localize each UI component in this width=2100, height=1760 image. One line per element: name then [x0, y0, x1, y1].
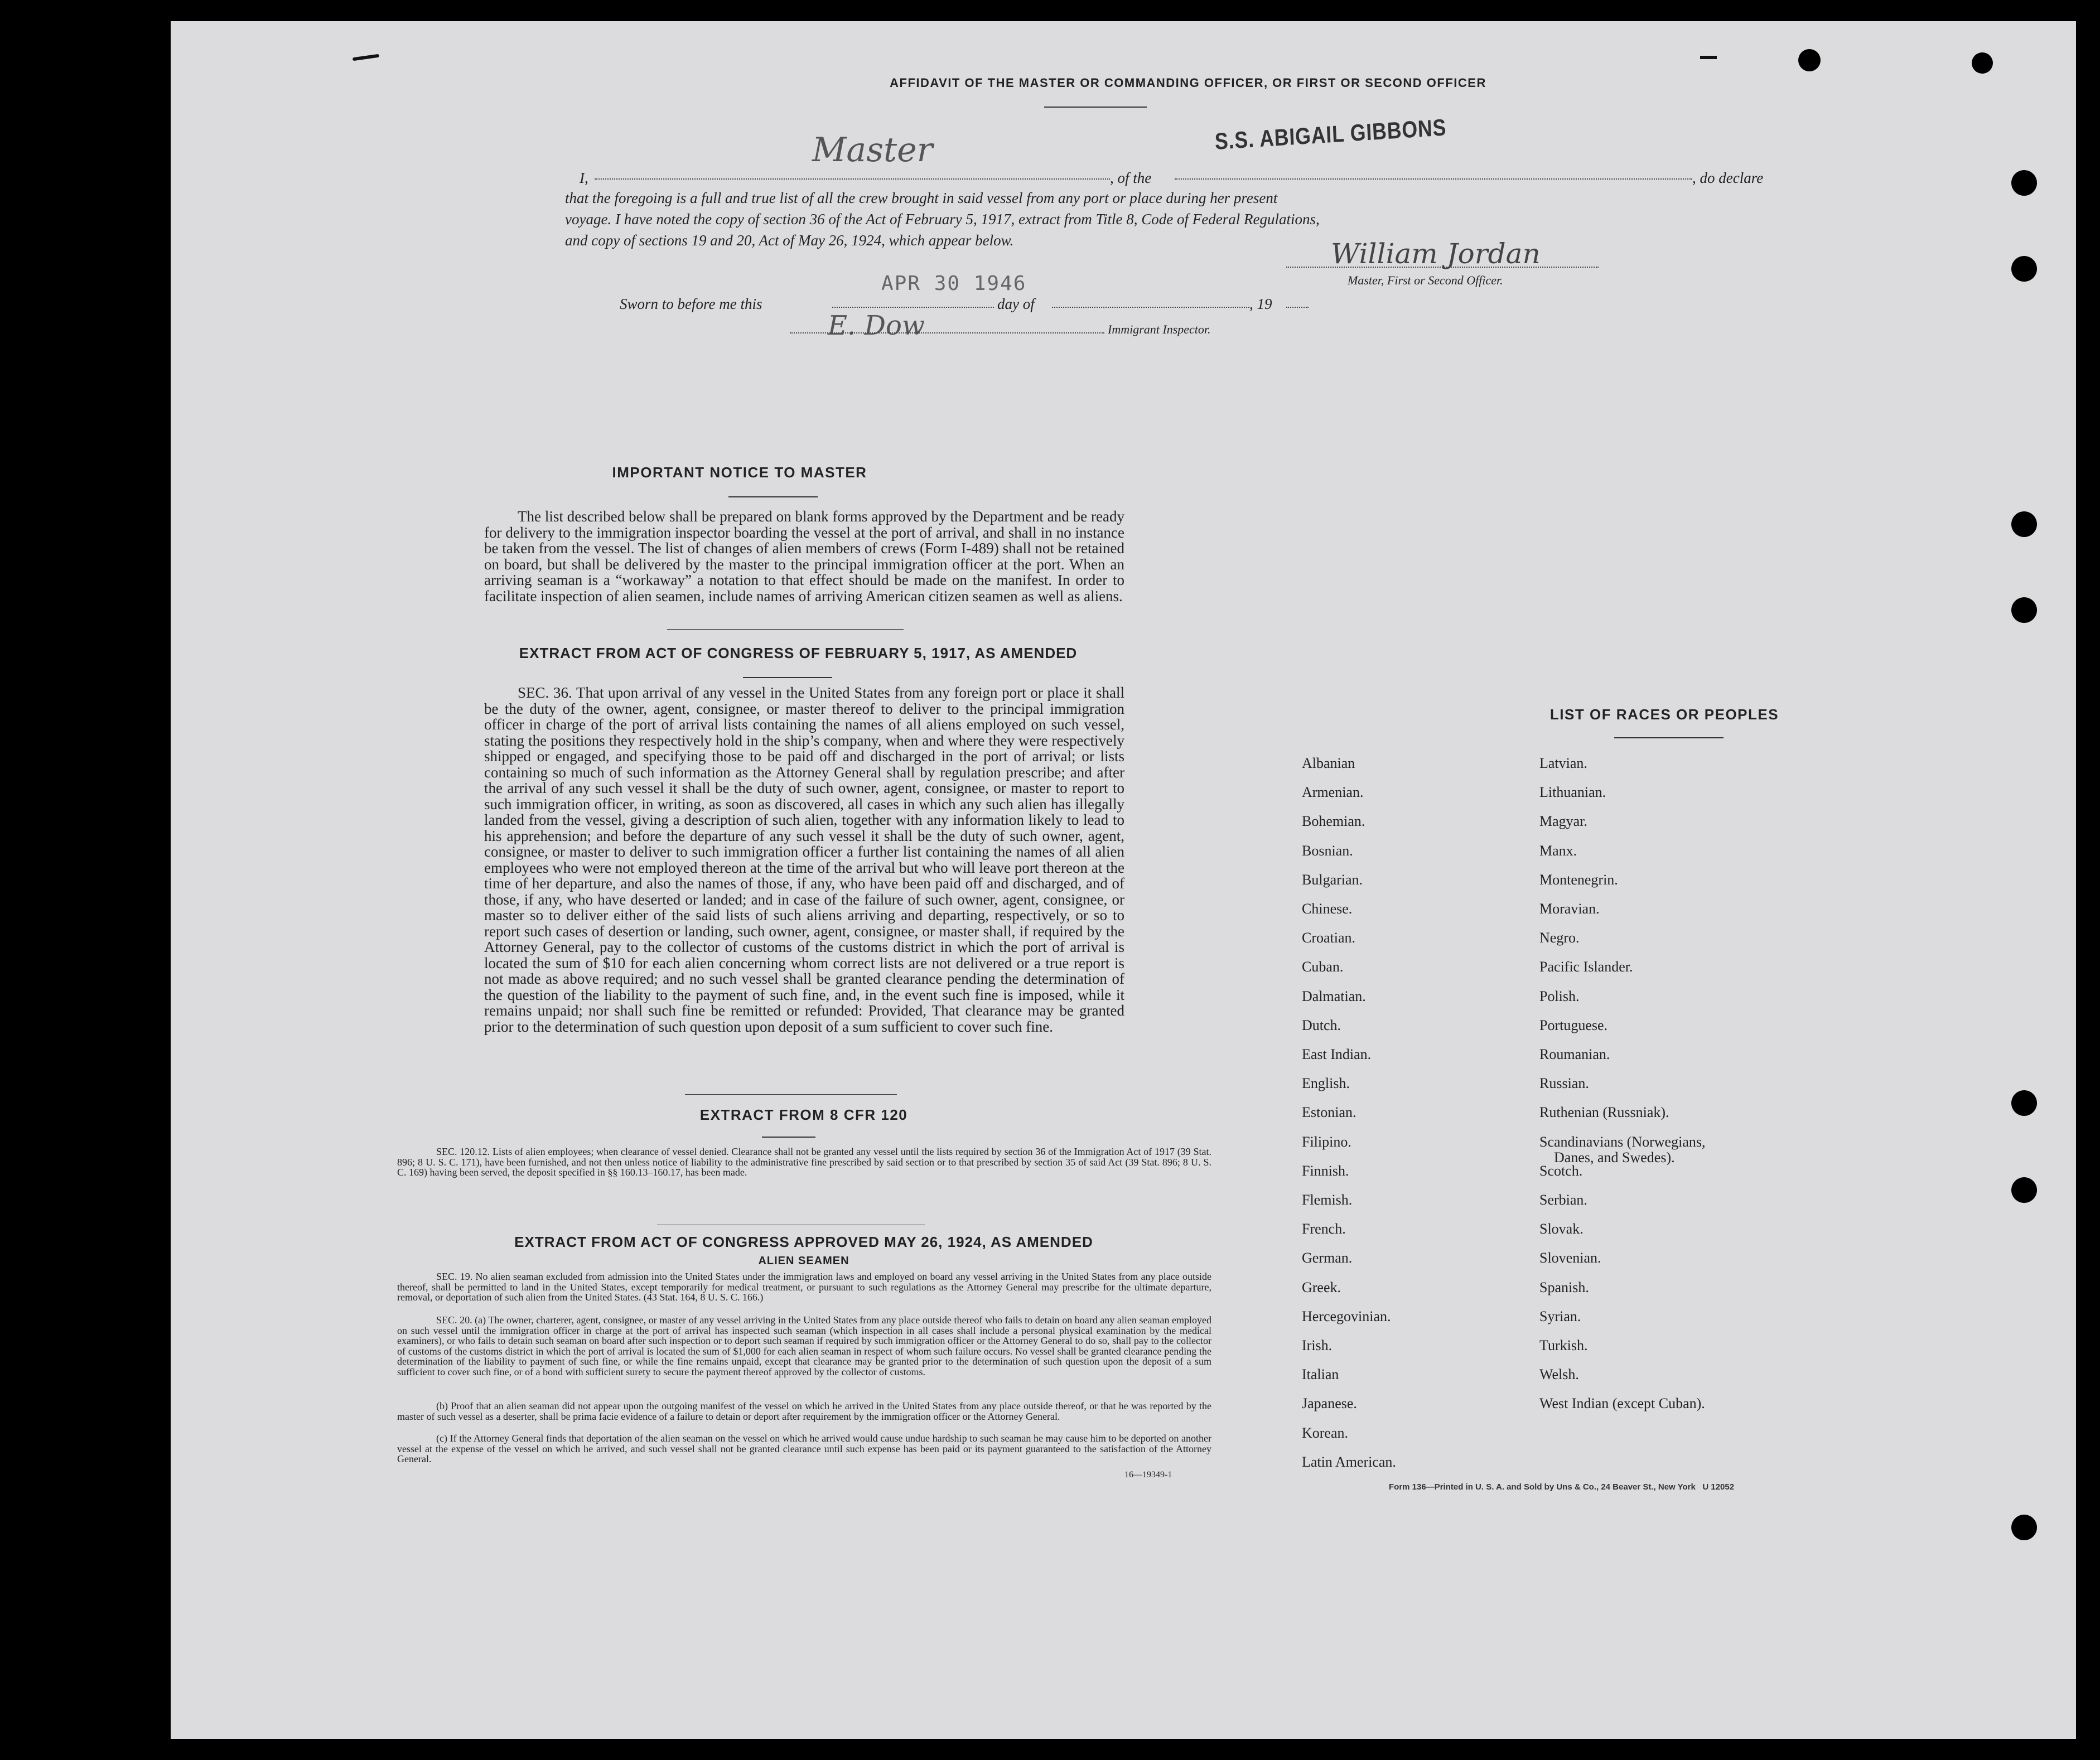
punch-hole: [2011, 170, 2037, 196]
punch-hole: [2011, 1515, 2037, 1540]
punch-hole: [2011, 511, 2037, 537]
month-blank: [1052, 293, 1249, 308]
document-page: [171, 21, 2076, 1739]
race-item: Flemish.: [1302, 1192, 1353, 1208]
vessel-blank: [1175, 165, 1692, 180]
punch-hole: [2011, 256, 2037, 282]
extract-1917-bottom-rule: [685, 1094, 897, 1095]
race-item: Magyar.: [1539, 813, 1587, 830]
race-item: East Indian.: [1302, 1046, 1372, 1062]
race-item: Bulgarian.: [1302, 871, 1363, 888]
race-item: Japanese.: [1302, 1395, 1357, 1412]
race-item: Slovenian.: [1539, 1250, 1601, 1266]
extract-1924-sec20a: SEC. 20. (a) The owner, charterer, agent, consignee, or master of any vessel arriving in the United States from any place outside thereof who fails to detain on board any alien seaman employed on such vessel until the immigration officer in charge at the port of arrival has inspected such seaman (which inspection in all cases shall include a personal physical examination by the medical examiners), or who fails to detain such seaman on board after such inspection or to deport such seaman if required by such immigration officer or the Attorney General to do so, shall pay to the collector of customs of the customs district in which the port of arrival is located the sum of $1,000 for each alien seaman in respect of whom such failure occurs. No vessel shall be granted clearance pending the determination of the liability to payment of such fine, or while the fine remains unpaid, except that clearance may be granted prior to the determination of such question upon the deposit of a sum sufficient to cover such fine, or of a bond with sufficient surety to secure the payment thereof approved by the collector of customs.: [397, 1314, 1211, 1377]
sworn-label: Sworn to before me this: [620, 296, 762, 312]
race-item: German.: [1302, 1250, 1353, 1266]
vessel-stamp: S.S. ABIGAIL GIBBONS: [1214, 114, 1447, 154]
race-item: Danes, and Swedes).: [1554, 1149, 1675, 1166]
extract-1917-heading: EXTRACT FROM ACT OF CONGRESS OF FEBRUARY 5, 1917, AS AMENDED: [519, 645, 1078, 661]
race-item: Cuban.: [1302, 959, 1344, 975]
race-item: Dalmatian.: [1302, 988, 1366, 1004]
race-item: Armenian.: [1302, 784, 1364, 801]
inspector-blank: [790, 327, 1104, 333]
master-signature: William Jordan: [1331, 238, 1541, 270]
race-item: Chinese.: [1302, 901, 1353, 917]
races-heading: LIST OF RACES OR PEOPLES: [1549, 706, 1779, 723]
race-item: Bosnian.: [1302, 842, 1353, 859]
race-item: Slovak.: [1539, 1221, 1584, 1237]
race-item: Lithuanian.: [1539, 784, 1606, 801]
race-item: Pacific Islander.: [1539, 959, 1633, 975]
race-item: Welsh.: [1539, 1366, 1579, 1383]
race-item: Latvian.: [1539, 755, 1587, 771]
race-item: Ruthenian (Russniak).: [1539, 1104, 1669, 1121]
day-blank: [832, 293, 994, 308]
notice-rule: [728, 496, 818, 497]
race-item: Greek.: [1302, 1279, 1341, 1295]
notice-heading: IMPORTANT NOTICE TO MASTER: [612, 464, 867, 481]
race-item: Manx.: [1539, 842, 1577, 859]
race-item: Finnish.: [1302, 1162, 1349, 1179]
extract-1917-text: SEC. 36. That upon arrival of any vessel in the United States from any foreign port or place it shall be the duty of the owner, agent, consignee, or master thereof to deliver to the principal immigration officer in charge of the port of arrival lists containing the names of all aliens employed on such vessel, stating the positions they respectively hold in the ship’s company, when and where they were respectively shipped or engaged, and specifying those to be paid off and discharged in the port of arrival; or lists containing so much of such information as the Attorney General shall by regulation prescribe; and after the arrival of any such vessel it shall be the duty of such owner, agent, consignee, or master to report to such immigration officer, in writing, as soon as discovered, all cases in which any such alien has illegally landed from the vessel, giving a description of such alien, together with any information likely to lead to his apprehension; and before the departure of any such vessel it shall be the duty of such owner, agent, consignee, or master to deliver to such immigration officer a further list containing the names of all alien employees who were not employed thereon at the time of the arrival but who will leave port thereon at the time of her departure, and also the names of those, if any, who have been paid off and discharged, and of those, if any, who have deserted or landed; and in case of the failure of such owner, agent, consignee, or master so to deliver either of the said lists of such aliens arriving and departing, respectively, or so to report such cases of desertion or landing, such owner, agent, consignee, or master shall, if required by the Attorney General, pay to the collector of customs of the customs district in which the port of arrival is located the sum of $10 for each alien concerning whom correct lists are not delivered or a true report is not made as above required; and no such vessel shall be granted clearance pending the determination of the question of the liability to the payment of such fine, and, in the event such fine is imposed, while it remains unpaid; nor shall such fine be remitted or refunded: Provided, That clearance may be granted prior to the determination of such question upon deposit of a sum sufficient to cover such fine.: [484, 684, 1124, 1035]
extract-1917-rule: [743, 677, 832, 678]
footer-print-line: Form 136—Printed in U. S. A. and Sold by Uns & Co., 24 Beaver St., New York U 12052: [1389, 1482, 1735, 1492]
race-item: Korean.: [1302, 1424, 1349, 1441]
extract-cfr-text: SEC. 120.12. Lists of alien employees; when clearance of vessel denied. Clearance shall not be granted any vessel until the lists required by section 36 of the Immigration Act of 1917 (39 Stat. 896; 8 U. S. C. 171), have been furnished, and not then unless notice of liability to the administrative fine prescribed by said section or to that prescribed by section 35 of said Act (39 Stat. 896; 8 U. S. C. 169) having been served, the deposit specified in §§ 160.13–160.17, has been made.: [397, 1146, 1211, 1178]
race-item: Hercegovinian.: [1302, 1308, 1391, 1324]
punch-hole: [1972, 52, 1993, 74]
race-item: Moravian.: [1539, 901, 1600, 917]
scan-speck: [1700, 56, 1717, 59]
affidavit-title: AFFIDAVIT OF THE MASTER OR COMMANDING OFFICER, OR FIRST OR SECOND OFFICER: [890, 76, 1486, 90]
race-item: Bohemian.: [1302, 813, 1365, 830]
alien-seamen-subheading: ALIEN SEAMEN: [758, 1255, 849, 1267]
race-item: Scotch.: [1539, 1162, 1583, 1179]
race-item: English.: [1302, 1075, 1350, 1092]
affidavit-line3: voyage. I have noted the copy of section 36 of the Act of February 5, 1917, extract from Title 8, Code of Federal Regulations,: [565, 211, 1320, 228]
affidavit-i: I,: [580, 170, 588, 186]
inspector-caption: Immigrant Inspector.: [1108, 322, 1211, 336]
affidavit-line4: and copy of sections 19 and 20, Act of May 26, 1924, which appear below.: [565, 232, 1014, 249]
race-item: Turkish.: [1539, 1337, 1588, 1353]
punch-hole: [1798, 49, 1821, 71]
punch-hole: [2011, 1090, 2037, 1116]
title-rule: [1044, 107, 1147, 108]
race-item: Spanish.: [1539, 1279, 1589, 1295]
punch-hole: [2011, 597, 2037, 623]
scan-speck: [353, 54, 379, 61]
extract-1924-sec20c: (c) If the Attorney General finds that deportation of the alien seaman on the vessel on which he arrived would cause undue hardship to such seaman he may cause him to be deported on another vessel at the expense of the vessel on which he arrived, and such vessel shall not be granted clearance until such expense has been paid or its payment guaranteed to the satisfaction of the Attorney General.: [397, 1433, 1211, 1464]
year-prefix: , 19: [1249, 296, 1272, 312]
signature-blank: [1286, 261, 1599, 268]
extract-1924-sec19: SEC. 19. No alien seaman excluded from admission into the United States under the immigration laws and employed on board any vessel arriving in the United States from any place outside thereof, shall be permitted to land in the United States, except temporarily for medical treatment, or pursuant to such regulations as the Attorney General may prescribe for the ultimate departure, removal, or deportation of such alien from the United States. (43 Stat. 164, 8 U. S. C. 166.): [397, 1271, 1211, 1303]
race-item: Montenegrin.: [1539, 871, 1618, 888]
of-the-label: , of the: [1110, 170, 1152, 186]
race-item: Italian: [1302, 1366, 1339, 1383]
extract-1924-heading: EXTRACT FROM ACT OF CONGRESS APPROVED MAY 26, 1924, AS AMENDED: [514, 1234, 1093, 1250]
form-code: 16—19349-1: [1124, 1470, 1172, 1479]
race-item: Dutch.: [1302, 1017, 1341, 1033]
race-item: Serbian.: [1539, 1192, 1587, 1208]
race-item: Syrian.: [1539, 1308, 1581, 1324]
extract-cfr-heading: EXTRACT FROM 8 CFR 120: [699, 1106, 908, 1123]
race-item: Croatian.: [1302, 930, 1356, 946]
affidavit-line2: that the foregoing is a full and true list of all the crew brought in said vessel from any port or place during her present: [565, 190, 1278, 206]
date-stamp: APR 30 1946: [881, 272, 1027, 295]
race-item: French.: [1302, 1221, 1346, 1237]
do-declare-label: , do declare: [1692, 170, 1764, 186]
race-item: Latin American.: [1302, 1453, 1396, 1470]
race-item: Estonian.: [1302, 1104, 1356, 1121]
race-item: West Indian (except Cuban).: [1539, 1395, 1705, 1412]
master-caption: Master, First or Second Officer.: [1348, 273, 1503, 287]
extract-cfr-rule: [762, 1137, 815, 1138]
race-item: Negro.: [1539, 930, 1580, 946]
notice-text: The list described below shall be prepared on blank forms approved by the Department and be ready for delivery to the immigration inspector boarding the vessel at the port of arrival, and shall in no instance be taken from the vessel. The list of changes of alien members of crews (Form I-489) shall not be retained on board, but shall be delivered by the master to the principal immigration officer at the port. When an arriving seaman is a “workaway” a notation to that effect should be made on the manifest. In order to facilitate inspection of alien seamen, include names of arriving American citizen seamen as well as aliens.: [484, 508, 1124, 605]
race-item: Albanian: [1302, 755, 1355, 771]
races-rule: [1614, 737, 1724, 738]
name-handwritten: Master: [812, 130, 933, 170]
race-item: Scandinavians (Norwegians,: [1539, 1133, 1706, 1150]
extract-1924-sec20b: (b) Proof that an alien seaman did not appear upon the outgoing manifest of the vessel on which he arrived in the United States from any place outside thereof, or that he was reported by the master of such vessel as a deserter, shall be prima facie evidence of a failure to detain or deport after requirement by the immigration officer or the Attorney General.: [397, 1400, 1211, 1422]
race-item: Roumanian.: [1539, 1046, 1610, 1062]
notice-bottom-rule: [667, 629, 904, 630]
year-blank: [1286, 293, 1309, 308]
race-item: Russian.: [1539, 1075, 1589, 1092]
race-item: Filipino.: [1302, 1133, 1351, 1150]
race-item: Irish.: [1302, 1337, 1333, 1353]
day-of-label: day of: [997, 296, 1035, 312]
punch-hole: [2011, 1177, 2037, 1203]
inspector-signature: E. Dow: [828, 310, 925, 341]
race-item: Polish.: [1539, 988, 1580, 1004]
race-item: Portuguese.: [1539, 1017, 1608, 1033]
